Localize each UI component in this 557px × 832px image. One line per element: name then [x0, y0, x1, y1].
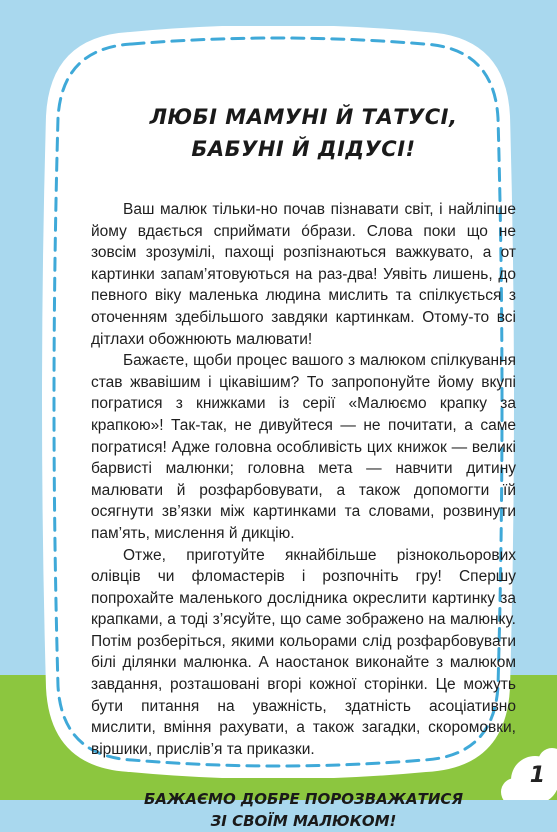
page-title	[91, 101, 516, 165]
text-card	[40, 26, 516, 831]
title-line-2: БАБУНІ Й ДІДУСІ!	[191, 137, 416, 161]
paragraph-2: Бажаєте, щоби процес вашого з малюком спілкування став жвавішим і цікавішим? То запропонуйте йому вкупі погратися з книжками із серії «Малюємо крапку за крапкою»! Так-так, не дивуйтеся — не почитати, а саме погратися! Адже головна особливість цих книжок — великі барвисті малюнки; головна мета — навчити дитину малювати й розфарбовувати, а також допомогти їй осягнути зв’язки між картинками та словами, розвинути пам’ять, мислення й дикцію.	[91, 352, 516, 542]
closing-line-2: ЗІ СВОЇМ МАЛЮКОМ!	[210, 812, 397, 831]
paragraph-3: Отже, приготуйте якнайбільше різнокольорових олівців чи фломастерів і розпочніть гру! Спершу попрохайте маленького дослідника окреслити картинку за крапками, а тоді з’ясуйте, що саме зображено на малюнку. Потім розберіться, якими кольорами слід розфарбовувати білі ділянки малюнка. А наостанок виконайте з малюком завдання, розташовані вгорі кожної сторінки. Це можуть бути питання на уважність, здатність асоціативно мислити, вміння рахувати, а також загадки, скоромовки, віршики, прислів’я та приказки.	[91, 546, 516, 758]
closing-line-1: БАЖАЄМО ДОБРЕ ПОРОЗВАЖАТИСЯ	[144, 790, 463, 809]
title-line-1: ЛЮБІ МАМУНІ Й ТАТУСІ,	[149, 105, 458, 129]
closing-wish	[91, 788, 516, 832]
paragraph-1: Ваш малюк тільки-но почав пізнавати світ, і найліпше йому вдається сприймати óбрази. Слова поки що не зовсім зрозумілі, пахощі розпізнаються важкувато, а от картинки запам’ятовуються на раз-два! Уявіть лишень, до певного віку маленька людина мислить та спілкується з оточенням здебільшого завдяки картинкам. Отому-то всі дітлахи обожнюють малювати!	[91, 201, 516, 348]
content	[91, 101, 516, 832]
page-number: 1	[529, 763, 545, 788]
